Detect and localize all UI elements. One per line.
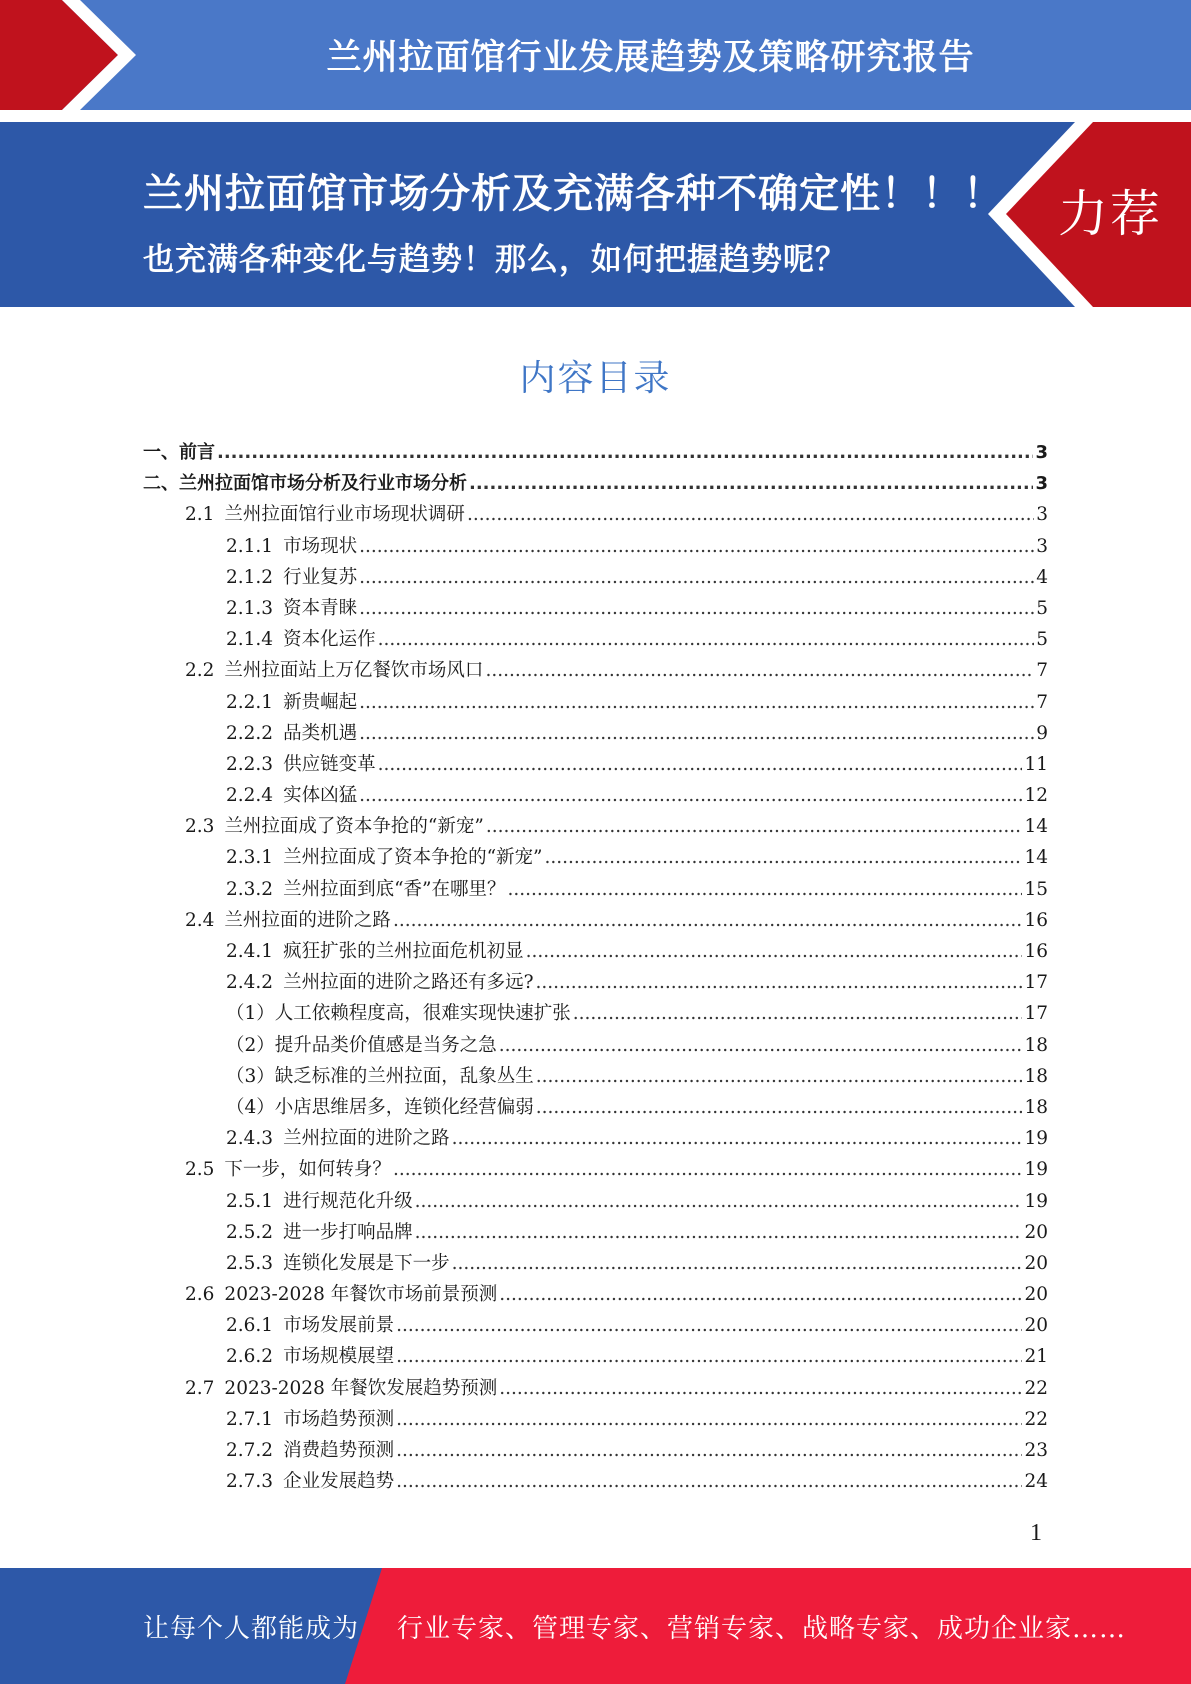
toc-entry-page: 11 — [1024, 753, 1048, 775]
toc-dot-leader — [573, 998, 1023, 1029]
toc-entry-label: 二、兰州拉面馆市场分析及行业市场分析 — [143, 473, 467, 495]
page-number: 1 — [1030, 1520, 1042, 1546]
toc-entry-number: 2.1.4 — [226, 629, 274, 651]
toc-entry-label: 新贵崛起 — [283, 691, 358, 713]
toc-entry[interactable] — [143, 1435, 1048, 1466]
toc-entry-label: 下一步，如何转身？ — [224, 1159, 391, 1181]
toc-entry-page: 3 — [1035, 442, 1048, 463]
footer-slogan-right: 行业专家、管理专家、营销专家、战略专家、成功企业家…… — [397, 1614, 1127, 1644]
toc-entry-page: 22 — [1024, 1377, 1048, 1399]
toc-entry[interactable] — [143, 531, 1048, 562]
toc-dot-leader — [359, 780, 1022, 811]
toc-entry-number: 2.1.2 — [226, 566, 274, 588]
toc-entry[interactable] — [143, 1061, 1048, 1092]
toc-entry-label: 兰州拉面的进阶之路还有多远? — [283, 972, 534, 994]
toc-entry-number: 2.1.1 — [226, 535, 274, 557]
toc-entry-label: 市场趋势预测 — [283, 1408, 395, 1430]
toc-entry-page: 5 — [1036, 629, 1048, 651]
toc-entry-page: 18 — [1024, 1096, 1048, 1118]
toc-entry-label: 实体凶猛 — [283, 785, 358, 807]
toc-entry[interactable] — [143, 1186, 1048, 1217]
toc-entry[interactable] — [143, 687, 1048, 718]
toc-entry-label: 进一步打响品牌 — [283, 1221, 413, 1243]
toc-dot-leader — [469, 468, 1033, 499]
table-of-contents — [143, 437, 1048, 1497]
toc-entry-number: 2.5.2 — [226, 1221, 274, 1243]
toc-entry-number: 2.4.3 — [226, 1128, 274, 1150]
toc-entry-label: 品类机遇 — [283, 722, 358, 744]
toc-dot-leader — [396, 1435, 1022, 1466]
toc-entry-label: 2023-2028 年餐饮发展趋势预测 — [224, 1377, 498, 1399]
toc-entry-page: 16 — [1024, 941, 1048, 962]
toc-entry-number: 2.6.1 — [226, 1315, 274, 1337]
toc-entry-page: 19 — [1024, 1159, 1048, 1181]
toc-entry-page: 16 — [1024, 909, 1048, 931]
toc-dot-leader — [378, 749, 1023, 780]
toc-entry-page: 23 — [1024, 1440, 1048, 1461]
toc-entry-number: 2.2.4 — [226, 785, 274, 807]
toc-entry-number: 2.3.2 — [226, 878, 274, 900]
toc-entry-label: 兰州拉面站上万亿餐饮市场风口 — [224, 660, 484, 682]
toc-dot-leader — [359, 593, 1034, 624]
toc-entry-number: 2.3 — [185, 816, 215, 838]
footer-slogan-left: 让每个人都能成为 — [143, 1614, 360, 1644]
toc-dot-leader — [217, 437, 1033, 468]
toc-dot-leader — [378, 624, 1035, 655]
toc-dot-leader — [499, 1373, 1022, 1404]
toc-entry-label: （3）缺乏标准的兰州拉面，乱象丛生 — [226, 1065, 534, 1087]
toc-entry-label: 连锁化发展是下一步 — [283, 1252, 450, 1274]
toc-entry[interactable] — [143, 1248, 1048, 1279]
toc-entry[interactable] — [143, 780, 1048, 811]
toc-entry[interactable] — [143, 655, 1048, 686]
toc-entry-label: 兰州拉面的进阶之路 — [224, 909, 391, 931]
toc-entry[interactable] — [143, 1466, 1048, 1497]
toc-entry-page: 3 — [1035, 473, 1048, 495]
toc-entry-label: 行业复苏 — [283, 566, 358, 588]
toc-dot-leader — [393, 905, 1023, 936]
toc-entry-label: 兰州拉面的进阶之路 — [283, 1128, 450, 1150]
toc-entry-label: （1）人工依赖程度高，很难实现快速扩张 — [226, 1003, 571, 1025]
toc-entry[interactable] — [143, 1373, 1048, 1404]
toc-dot-leader — [499, 1279, 1022, 1310]
toc-entry-number: 2.7.2 — [226, 1440, 274, 1461]
toc-entry[interactable] — [143, 718, 1048, 749]
toc-entry[interactable] — [143, 499, 1048, 530]
toc-entry-label: 消费趋势预测 — [283, 1440, 395, 1461]
toc-entry[interactable] — [143, 1217, 1048, 1248]
toc-entry[interactable] — [143, 1404, 1048, 1435]
toc-entry-label: 疯狂扩张的兰州拉面危机初显 — [283, 941, 524, 962]
toc-entry-page: 20 — [1024, 1221, 1048, 1243]
toc-entry-page: 9 — [1036, 722, 1048, 744]
toc-entry[interactable] — [143, 562, 1048, 593]
toc-entry-number: 2.2 — [185, 660, 215, 682]
toc-dot-leader — [536, 1092, 1023, 1123]
recommend-badge: 力荐 — [1058, 185, 1162, 243]
toc-entry-number: 2.3.1 — [226, 847, 274, 869]
toc-dot-leader — [508, 874, 1023, 905]
toc-entry-number: 2.1 — [185, 504, 215, 526]
toc-entry-label: 进行规范化升级 — [283, 1190, 413, 1212]
toc-dot-leader — [396, 1404, 1022, 1435]
toc-dot-leader — [393, 1154, 1023, 1185]
toc-entry-number: 2.6 — [185, 1284, 215, 1306]
toc-entry-number: 2.7 — [185, 1377, 215, 1399]
toc-entry[interactable] — [143, 593, 1048, 624]
toc-entry-number: 2.7.1 — [226, 1408, 274, 1430]
toc-entry-number: 2.5.1 — [226, 1190, 274, 1212]
toc-entry-page: 7 — [1036, 660, 1048, 682]
toc-entry-page: 19 — [1024, 1190, 1048, 1212]
toc-entry-label: 兰州拉面成了资本争抢的“新宠” — [224, 816, 484, 838]
toc-entry[interactable] — [143, 811, 1048, 842]
toc-entry-page: 12 — [1024, 785, 1048, 807]
toc-entry-page: 24 — [1024, 1471, 1048, 1493]
toc-entry-page: 14 — [1024, 816, 1048, 838]
toc-dot-leader — [452, 1248, 1023, 1279]
toc-dot-leader — [396, 1341, 1022, 1372]
toc-entry-number: 2.1.3 — [226, 597, 274, 619]
toc-dot-leader — [467, 499, 1034, 530]
toc-entry-page: 22 — [1024, 1408, 1048, 1430]
toc-entry-label: 兰州拉面成了资本争抢的“新宠” — [283, 847, 543, 869]
toc-entry-number: 2.2.1 — [226, 691, 274, 713]
toc-entry-page: 15 — [1024, 878, 1048, 900]
toc-dot-leader — [396, 1466, 1022, 1497]
toc-entry-label: （2）提升品类价值感是当务之急 — [226, 1034, 497, 1056]
toc-entry-page: 21 — [1024, 1346, 1048, 1368]
toc-entry-page: 18 — [1024, 1034, 1048, 1056]
toc-dot-leader — [415, 1217, 1023, 1248]
toc-entry[interactable] — [143, 998, 1048, 1029]
footer-band — [0, 1568, 1191, 1684]
toc-dot-leader — [499, 1030, 1023, 1061]
toc-entry-number: 2.4.1 — [226, 941, 274, 962]
toc-dot-leader — [359, 531, 1034, 562]
toc-dot-leader — [359, 562, 1034, 593]
toc-dot-leader — [359, 718, 1034, 749]
toc-entry-label: 资本青睐 — [283, 597, 358, 619]
top-header-band — [0, 0, 1191, 110]
toc-entry[interactable] — [143, 437, 1048, 468]
red-chevron-decoration — [0, 0, 150, 110]
toc-entry-page: 7 — [1036, 691, 1048, 713]
toc-entry[interactable] — [143, 1341, 1048, 1372]
toc-entry-label: 企业发展趋势 — [283, 1471, 395, 1493]
toc-entry-number: 2.6.2 — [226, 1346, 274, 1368]
toc-entry-page: 19 — [1024, 1128, 1048, 1150]
toc-dot-leader — [526, 936, 1023, 967]
toc-entry-page: 3 — [1036, 504, 1048, 526]
toc-entry-label: 市场发展前景 — [283, 1315, 395, 1337]
toc-entry-label: 供应链变革 — [283, 753, 376, 775]
promo-banner — [0, 122, 1191, 307]
toc-title: 内容目录 — [519, 358, 672, 399]
toc-entry[interactable] — [143, 1030, 1048, 1061]
toc-entry-number: 2.4.2 — [226, 972, 274, 994]
toc-entry[interactable] — [143, 874, 1048, 905]
toc-entry-label: 2023-2028 年餐饮市场前景预测 — [224, 1284, 498, 1306]
toc-entry-label: 兰州拉面馆行业市场现状调研 — [224, 504, 465, 526]
toc-entry-page: 14 — [1024, 847, 1048, 869]
toc-entry[interactable] — [143, 1279, 1048, 1310]
toc-entry-number: 2.5.3 — [226, 1252, 274, 1274]
report-title: 兰州拉面馆行业发展趋势及策略研究报告 — [326, 38, 975, 78]
toc-entry-number: 2.2.3 — [226, 753, 274, 775]
toc-entry-label: 资本化运作 — [283, 629, 376, 651]
toc-entry-label: 兰州拉面到底“香”在哪里？ — [283, 878, 506, 900]
toc-entry[interactable] — [143, 905, 1048, 936]
toc-dot-leader — [485, 655, 1034, 686]
toc-entry-number: 2.2.2 — [226, 722, 274, 744]
toc-dot-leader — [536, 967, 1023, 998]
toc-entry-page: 5 — [1036, 597, 1048, 619]
toc-entry-page: 3 — [1036, 535, 1048, 557]
toc-entry[interactable] — [143, 936, 1048, 967]
toc-dot-leader — [486, 811, 1023, 842]
toc-dot-leader — [545, 842, 1023, 873]
toc-entry[interactable] — [143, 967, 1048, 998]
toc-dot-leader — [536, 1061, 1023, 1092]
banner-headline: 兰州拉面馆市场分析及充满各种不确定性！！！ — [143, 171, 1004, 217]
toc-entry[interactable] — [143, 1123, 1048, 1154]
toc-entry[interactable] — [143, 749, 1048, 780]
toc-dot-leader — [452, 1123, 1023, 1154]
toc-entry[interactable] — [143, 624, 1048, 655]
banner-subheadline: 也充满各种变化与趋势！那么，如何把握趋势呢？ — [143, 242, 847, 278]
toc-dot-leader — [396, 1310, 1022, 1341]
toc-entry-page: 4 — [1036, 566, 1048, 588]
toc-entry-page: 17 — [1024, 972, 1048, 994]
toc-entry-page: 20 — [1024, 1315, 1048, 1337]
toc-entry[interactable] — [143, 1310, 1048, 1341]
toc-entry-number: 2.5 — [185, 1159, 215, 1181]
toc-entry[interactable] — [143, 468, 1048, 499]
toc-entry[interactable] — [143, 1154, 1048, 1185]
toc-dot-leader — [359, 687, 1034, 718]
toc-entry-label: 市场现状 — [283, 535, 358, 557]
toc-entry-label: 市场规模展望 — [283, 1346, 395, 1368]
toc-entry-page: 20 — [1024, 1284, 1048, 1306]
toc-entry-page: 17 — [1024, 1003, 1048, 1025]
toc-entry-number: 2.4 — [185, 909, 215, 931]
toc-entry-label: （4）小店思维居多，连锁化经营偏弱 — [226, 1096, 534, 1118]
toc-entry-page: 20 — [1024, 1252, 1048, 1274]
toc-entry-page: 18 — [1024, 1065, 1048, 1087]
toc-entry-label: 一、前言 — [143, 442, 215, 463]
toc-entry-number: 2.7.3 — [226, 1471, 274, 1493]
toc-entry[interactable] — [143, 842, 1048, 873]
toc-entry[interactable] — [143, 1092, 1048, 1123]
toc-dot-leader — [415, 1186, 1023, 1217]
